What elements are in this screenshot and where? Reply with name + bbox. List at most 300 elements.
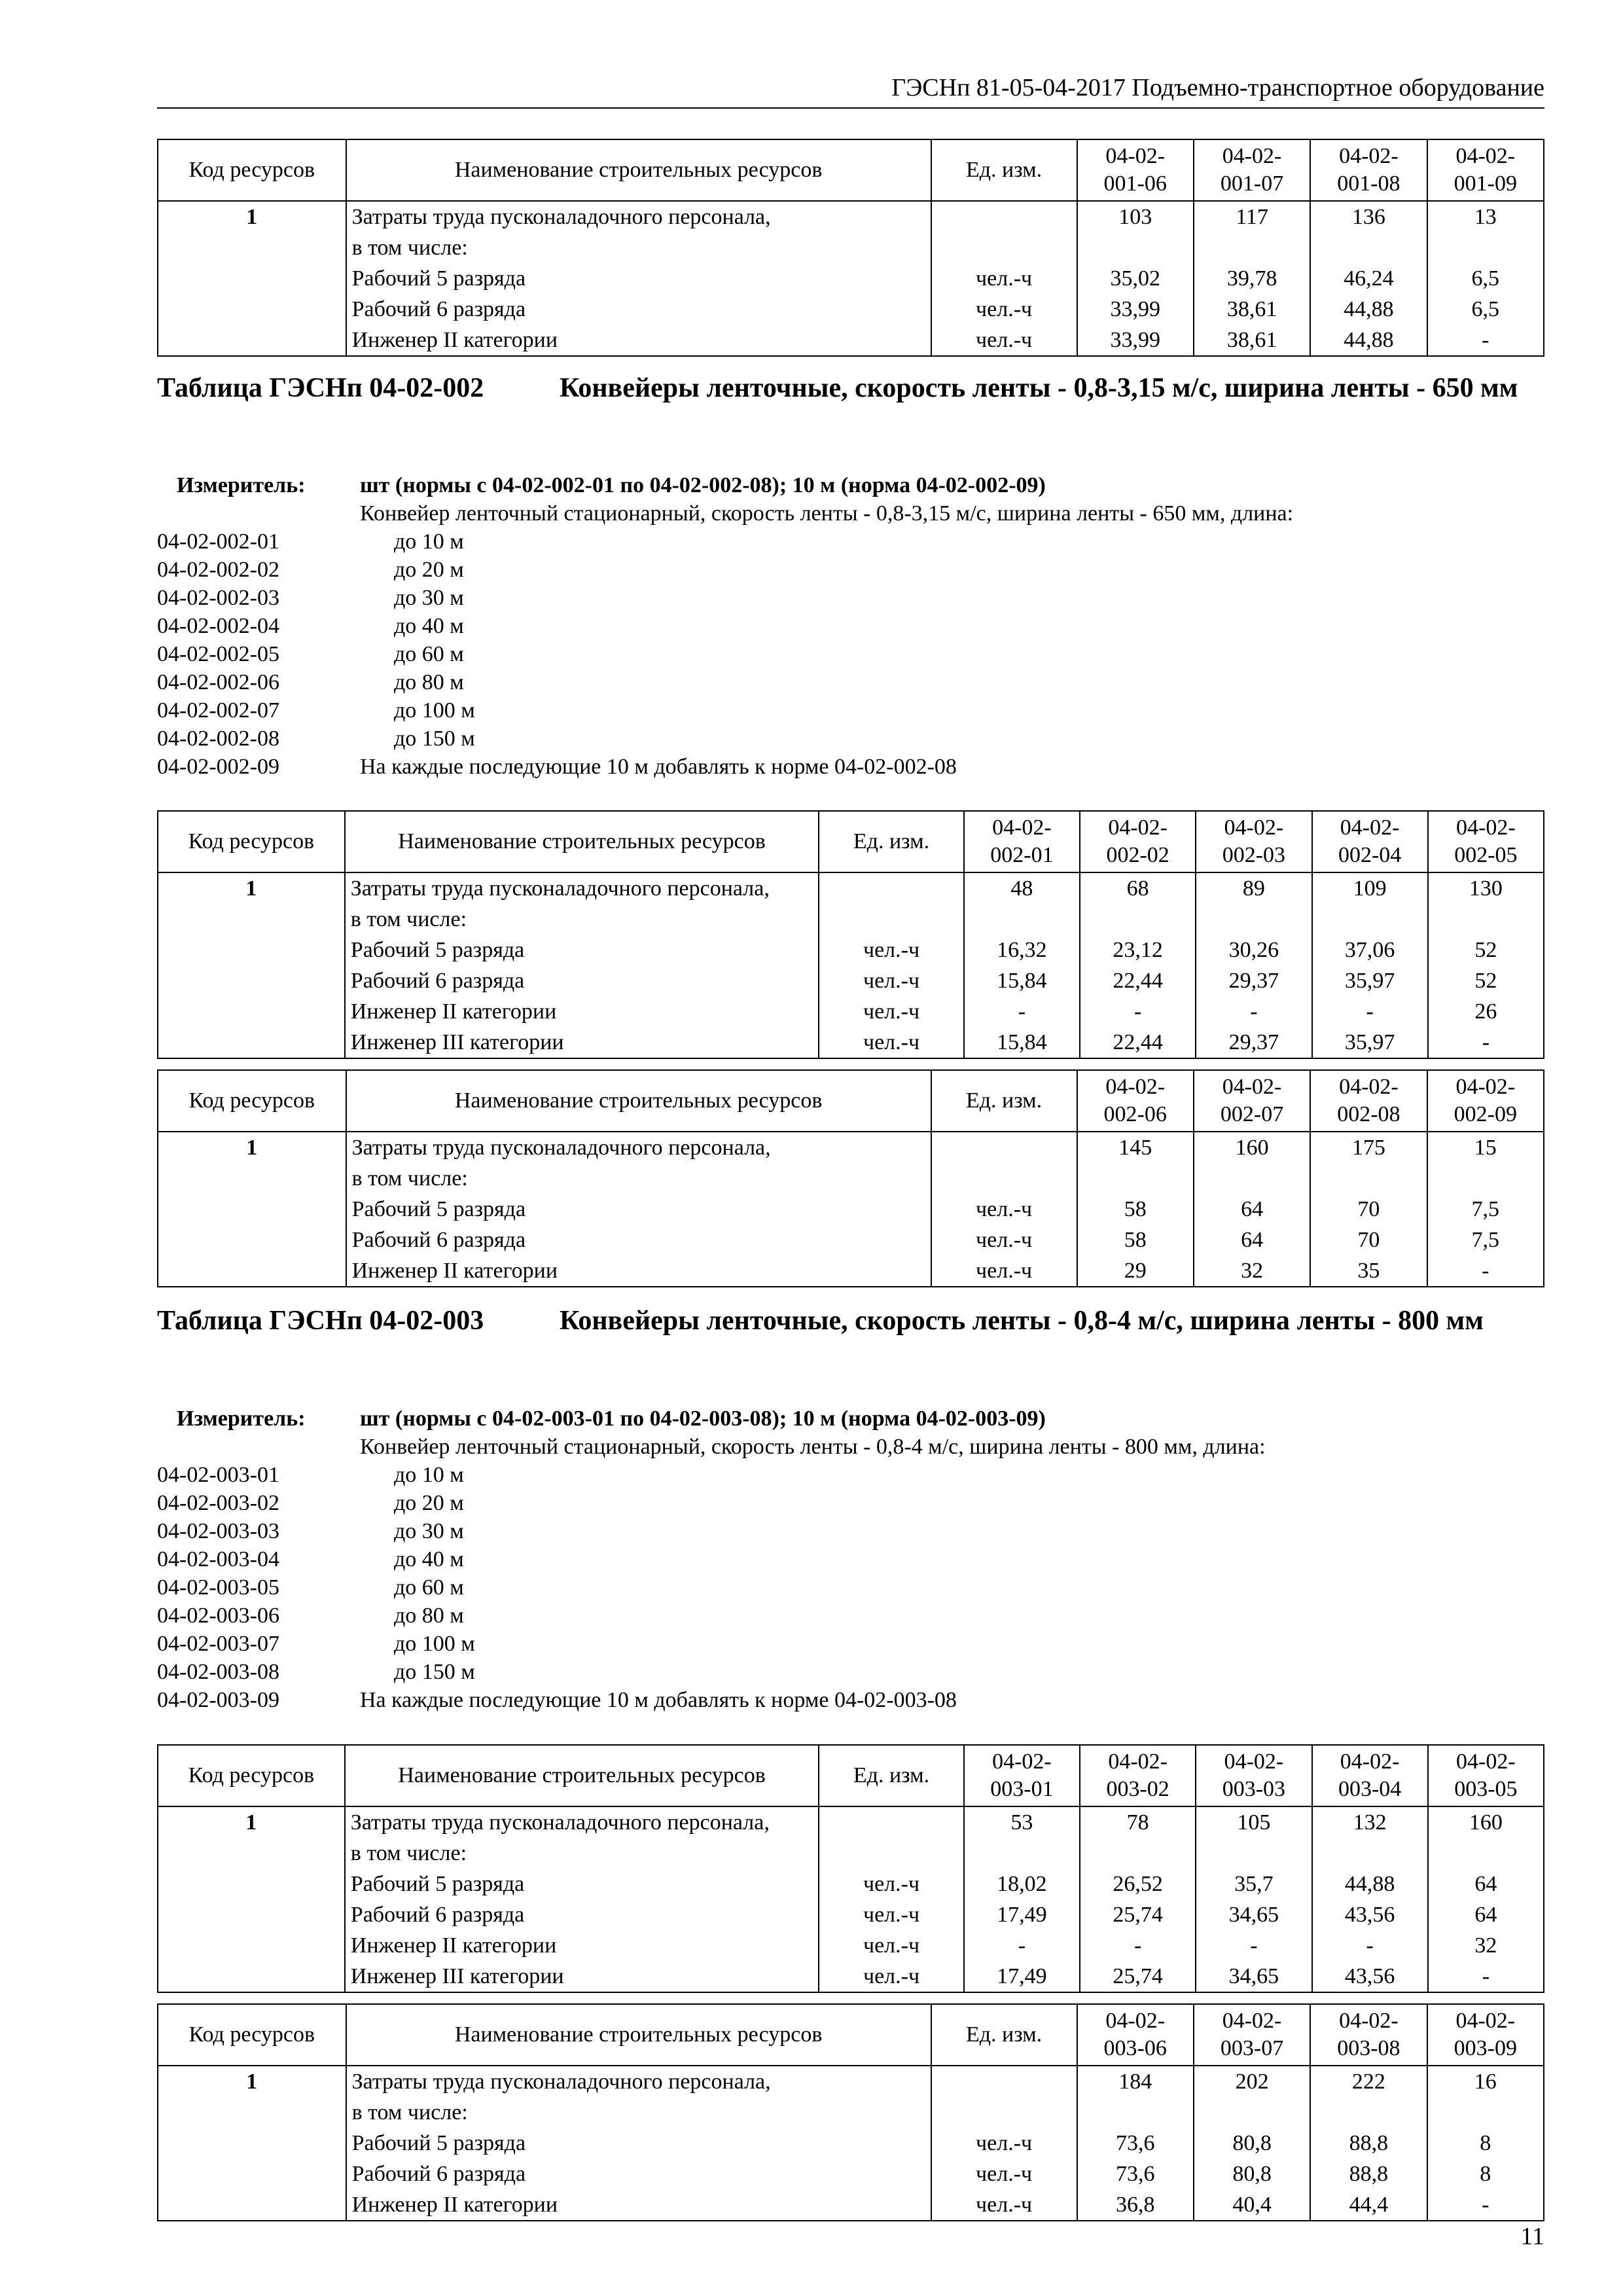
- norm-item: [157, 1630, 1544, 1658]
- column-header-name: Наименование строительных ресурсов: [346, 2004, 931, 2066]
- norm-code: 04-02-002-02: [157, 558, 279, 582]
- resource-value: 64: [1428, 1869, 1544, 1899]
- resource-code: [158, 904, 345, 935]
- resource-code: [158, 1930, 345, 1961]
- resource-name: в том числе:: [346, 2097, 931, 2128]
- resource-unit: [931, 1163, 1077, 1194]
- resource-value: 29,37: [1196, 965, 1311, 996]
- resource-value: [1196, 904, 1311, 935]
- column-header-unit: Ед. изм.: [931, 2004, 1077, 2066]
- measure-block: [157, 471, 1544, 781]
- resource-unit: чел.-ч: [819, 935, 964, 965]
- norm-item: [157, 612, 1544, 640]
- resource-value: [1310, 2097, 1427, 2128]
- resource-code: 1: [158, 1806, 345, 1838]
- resource-unit: [819, 872, 964, 904]
- norm-additional-text: На каждые последующие 10 м добавлять к норме 04-02-002-08: [360, 755, 957, 779]
- table-row: [158, 1132, 1544, 1163]
- section-label: Таблица ГЭСНп 04-02-003: [157, 1306, 484, 1336]
- measure-row: [157, 1405, 1544, 1433]
- resource-value: -: [1312, 996, 1428, 1027]
- column-header-norm: 04-02- 003-02: [1080, 1745, 1196, 1806]
- resource-value: 35,97: [1312, 1027, 1428, 1058]
- resource-value: 43,56: [1312, 1961, 1428, 1992]
- table-row: [158, 201, 1544, 232]
- resource-value: 38,61: [1194, 325, 1310, 356]
- resource-unit: чел.-ч: [931, 1194, 1077, 1225]
- column-header-norm: 04-02- 003-08: [1310, 2004, 1427, 2066]
- resource-code: [158, 2189, 346, 2221]
- resource-value: [1427, 1163, 1544, 1194]
- resource-value: [1427, 2097, 1544, 2128]
- resource-value: -: [1312, 1930, 1428, 1961]
- resource-value: 38,61: [1194, 294, 1310, 325]
- resource-value: 68: [1080, 872, 1196, 904]
- resource-name: в том числе:: [345, 904, 819, 935]
- resource-value: 136: [1310, 201, 1427, 232]
- norm-length: до 30 м: [394, 586, 464, 610]
- resource-code: [158, 996, 345, 1027]
- resource-value: 26,52: [1080, 1869, 1196, 1899]
- resource-value: 73,6: [1077, 2128, 1194, 2159]
- table-row: [158, 2128, 1544, 2159]
- resource-table: [157, 1744, 1544, 1993]
- resource-value: 52: [1428, 965, 1544, 996]
- resource-value: 46,24: [1310, 263, 1427, 294]
- column-header-norm: 04-02- 003-06: [1077, 2004, 1194, 2066]
- resource-table-grid: [157, 139, 1544, 357]
- resource-value: 80,8: [1194, 2159, 1310, 2189]
- resource-name: Рабочий 6 разряда: [346, 2159, 931, 2189]
- resource-value: 130: [1428, 872, 1544, 904]
- page-number: 11: [1520, 2223, 1544, 2250]
- norm-item-additional: [157, 1686, 1544, 1714]
- resource-code: [158, 1225, 346, 1255]
- resource-value: [1427, 232, 1544, 263]
- norm-code: 04-02-003-02: [157, 1491, 279, 1515]
- resource-value: [1428, 1838, 1544, 1869]
- resource-value: 40,4: [1194, 2189, 1310, 2221]
- resource-name: Инженер III категории: [345, 1027, 819, 1058]
- section-label: Таблица ГЭСНп 04-02-002: [157, 373, 484, 403]
- table-row: [158, 1225, 1544, 1255]
- resource-code: 1: [158, 2066, 346, 2097]
- norm-code: 04-02-002-07: [157, 698, 279, 723]
- resource-value: -: [964, 996, 1080, 1027]
- norm-item: [157, 1489, 1544, 1517]
- table-header-row: [158, 1745, 1544, 1806]
- column-header-norm: 04-02- 003-09: [1427, 2004, 1544, 2066]
- column-header-unit: Ед. изм.: [931, 139, 1077, 201]
- resource-value: 48: [964, 872, 1080, 904]
- resource-value: 29,37: [1196, 1027, 1311, 1058]
- resource-value: 23,12: [1080, 935, 1196, 965]
- norm-item: [157, 528, 1544, 556]
- resource-value: [1194, 1163, 1310, 1194]
- table-row: [158, 1838, 1544, 1869]
- resource-name: Затраты труда пусконаладочного персонала,: [346, 2066, 931, 2097]
- resource-code: [158, 325, 346, 356]
- measure-unit: шт (нормы с 04-02-003-01 по 04-02-003-08); 10 м (норма 04-02-003-09): [360, 1407, 1046, 1431]
- resource-code: [158, 965, 345, 996]
- resource-value: [1077, 232, 1194, 263]
- table-row: [158, 935, 1544, 965]
- resource-table-grid: [157, 2003, 1544, 2221]
- resource-value: [1077, 2097, 1194, 2128]
- resource-value: 73,6: [1077, 2159, 1194, 2189]
- resource-value: 175: [1310, 1132, 1427, 1163]
- resource-unit: [931, 232, 1077, 263]
- resource-value: 39,78: [1194, 263, 1310, 294]
- column-header-name: Наименование строительных ресурсов: [345, 811, 819, 872]
- resource-value: -: [964, 1930, 1080, 1961]
- resource-value: 105: [1196, 1806, 1311, 1838]
- resource-value: 13: [1427, 201, 1544, 232]
- resource-name: Рабочий 5 разряда: [345, 1869, 819, 1899]
- norm-item: [157, 696, 1544, 725]
- resource-code: 1: [158, 872, 345, 904]
- resource-value: 44,88: [1310, 325, 1427, 356]
- resource-value: 160: [1194, 1132, 1310, 1163]
- table-row: [158, 232, 1544, 263]
- resource-unit: [931, 2097, 1077, 2128]
- resource-unit: чел.-ч: [931, 263, 1077, 294]
- norm-code: 04-02-002-08: [157, 726, 279, 751]
- resource-unit: чел.-ч: [931, 1255, 1077, 1287]
- column-header-norm: 04-02- 003-01: [964, 1745, 1080, 1806]
- resource-name: Инженер II категории: [346, 2189, 931, 2221]
- resource-code: [158, 1869, 345, 1899]
- resource-table: [157, 139, 1544, 357]
- table-row: [158, 2097, 1544, 2128]
- resource-value: -: [1080, 996, 1196, 1027]
- table-row: [158, 996, 1544, 1027]
- resource-code: [158, 1899, 345, 1930]
- norm-code: 04-02-002-04: [157, 614, 279, 638]
- resource-name: Рабочий 6 разряда: [346, 1225, 931, 1255]
- resource-table-grid: [157, 1744, 1544, 1993]
- table-row: [158, 294, 1544, 325]
- resource-value: 70: [1310, 1225, 1427, 1255]
- norm-item: [157, 1461, 1544, 1489]
- norm-length: до 150 м: [394, 726, 475, 751]
- norm-item: [157, 640, 1544, 668]
- resource-code: [158, 2097, 346, 2128]
- resource-table-grid: [157, 810, 1544, 1059]
- resource-value: 43,56: [1312, 1899, 1428, 1930]
- column-header-norm: 04-02- 002-08: [1310, 1070, 1427, 1132]
- resource-unit: чел.-ч: [931, 2159, 1077, 2189]
- norm-code: 04-02-003-06: [157, 1604, 279, 1628]
- column-header-norm: 04-02- 002-05: [1428, 811, 1544, 872]
- measure-block: [157, 1405, 1544, 1714]
- norm-code: 04-02-002-05: [157, 642, 279, 666]
- resource-code: [158, 1961, 345, 1992]
- resource-value: 34,65: [1196, 1899, 1311, 1930]
- resource-name: Инженер II категории: [346, 325, 931, 356]
- resource-value: [1310, 232, 1427, 263]
- resource-name: Рабочий 6 разряда: [345, 1899, 819, 1930]
- resource-value: 58: [1077, 1194, 1194, 1225]
- column-header-norm: 04-02- 003-05: [1428, 1745, 1544, 1806]
- resource-value: -: [1427, 1255, 1544, 1287]
- resource-name: Затраты труда пусконаладочного персонала,: [346, 1132, 931, 1163]
- table-row: [158, 1899, 1544, 1930]
- resource-value: 160: [1428, 1806, 1544, 1838]
- resource-value: 25,74: [1080, 1899, 1196, 1930]
- resource-value: 6,5: [1427, 294, 1544, 325]
- resource-value: [1428, 904, 1544, 935]
- column-header-norm: 04-02- 003-04: [1312, 1745, 1428, 1806]
- table-row: [158, 1869, 1544, 1899]
- resource-code: [158, 1027, 345, 1058]
- resource-unit: [931, 1132, 1077, 1163]
- resource-value: 7,5: [1427, 1225, 1544, 1255]
- resource-value: -: [1196, 996, 1311, 1027]
- resource-code: [158, 263, 346, 294]
- table-header-row: [158, 811, 1544, 872]
- resource-unit: чел.-ч: [931, 294, 1077, 325]
- column-header-norm: 04-02- 002-03: [1196, 811, 1311, 872]
- norm-description: Конвейер ленточный стационарный, скорость ленты - 0,8-4 м/с, ширина ленты - 800 мм, длина:: [360, 1435, 1266, 1459]
- resource-value: -: [1428, 1961, 1544, 1992]
- resource-value: [1080, 1838, 1196, 1869]
- norm-code: 04-02-003-07: [157, 1632, 279, 1656]
- resource-unit: чел.-ч: [819, 1961, 964, 1992]
- resource-value: 22,44: [1080, 965, 1196, 996]
- norm-code: 04-02-003-08: [157, 1660, 279, 1684]
- norm-length: до 100 м: [394, 698, 475, 723]
- column-header-unit: Ед. изм.: [931, 1070, 1077, 1132]
- norm-code: 04-02-003-05: [157, 1575, 279, 1600]
- resource-code: [158, 232, 346, 263]
- resource-unit: [931, 201, 1077, 232]
- resource-value: -: [1427, 2189, 1544, 2221]
- norm-additional-text: На каждые последующие 10 м добавлять к норме 04-02-003-08: [360, 1688, 957, 1712]
- resource-value: 15: [1427, 1132, 1544, 1163]
- column-header-unit: Ед. изм.: [819, 811, 964, 872]
- column-header-name: Наименование строительных ресурсов: [345, 1745, 819, 1806]
- measure-row: [157, 471, 1544, 499]
- table-row: [158, 2159, 1544, 2189]
- resource-code: [158, 2128, 346, 2159]
- column-header-code: Код ресурсов: [158, 2004, 346, 2066]
- resource-value: 35,02: [1077, 263, 1194, 294]
- resource-value: 89: [1196, 872, 1311, 904]
- resource-name: Рабочий 5 разряда: [346, 1194, 931, 1225]
- resource-value: 15,84: [964, 965, 1080, 996]
- resource-code: [158, 935, 345, 965]
- norm-item: [157, 1545, 1544, 1573]
- resource-value: 64: [1194, 1225, 1310, 1255]
- column-header-norm: 04-02- 001-08: [1310, 139, 1427, 201]
- resource-value: [964, 904, 1080, 935]
- resource-value: 22,44: [1080, 1027, 1196, 1058]
- resource-value: 16,32: [964, 935, 1080, 965]
- resource-value: 33,99: [1077, 325, 1194, 356]
- table-row: [158, 872, 1544, 904]
- table-row: [158, 1163, 1544, 1194]
- resource-value: [1194, 2097, 1310, 2128]
- norm-item: [157, 725, 1544, 753]
- table-row: [158, 1194, 1544, 1225]
- resource-name: Рабочий 6 разряда: [345, 965, 819, 996]
- resource-table: [157, 2003, 1544, 2221]
- resource-name: в том числе:: [345, 1838, 819, 1869]
- description-row: [157, 499, 1544, 528]
- resource-code: 1: [158, 1132, 346, 1163]
- resource-value: 44,88: [1312, 1869, 1428, 1899]
- resource-unit: чел.-ч: [819, 996, 964, 1027]
- resource-name: Рабочий 6 разряда: [346, 294, 931, 325]
- norm-code: 04-02-003-09: [157, 1688, 279, 1712]
- resource-unit: [819, 904, 964, 935]
- resource-value: 145: [1077, 1132, 1194, 1163]
- resource-value: 78: [1080, 1806, 1196, 1838]
- column-header-name: Наименование строительных ресурсов: [346, 1070, 931, 1132]
- resource-code: [158, 1838, 345, 1869]
- column-header-norm: 04-02- 002-01: [964, 811, 1080, 872]
- resource-value: 37,06: [1312, 935, 1428, 965]
- resource-value: 36,8: [1077, 2189, 1194, 2221]
- resource-value: 184: [1077, 2066, 1194, 2097]
- table-row: [158, 965, 1544, 996]
- resource-value: [1312, 1838, 1428, 1869]
- resource-value: [964, 1838, 1080, 1869]
- norm-code: 04-02-003-04: [157, 1547, 279, 1571]
- resource-table-grid: [157, 1069, 1544, 1287]
- resource-value: 8: [1427, 2159, 1544, 2189]
- resource-name: Инженер II категории: [345, 996, 819, 1027]
- resource-value: 80,8: [1194, 2128, 1310, 2159]
- norm-description: Конвейер ленточный стационарный, скорость ленты - 0,8-3,15 м/с, ширина ленты - 650 мм, длина:: [360, 501, 1294, 526]
- norm-length: до 100 м: [394, 1632, 475, 1656]
- resource-value: 35,97: [1312, 965, 1428, 996]
- norm-length: до 80 м: [394, 1604, 464, 1628]
- resource-value: -: [1427, 325, 1544, 356]
- resource-value: 17,49: [964, 1899, 1080, 1930]
- resource-value: 34,65: [1196, 1961, 1311, 1992]
- resource-value: 109: [1312, 872, 1428, 904]
- resource-unit: чел.-ч: [819, 1027, 964, 1058]
- resource-value: 64: [1428, 1899, 1544, 1930]
- resource-unit: чел.-ч: [819, 1930, 964, 1961]
- norm-length: до 60 м: [394, 1575, 464, 1600]
- resource-unit: чел.-ч: [931, 1225, 1077, 1255]
- table-row: [158, 1027, 1544, 1058]
- resource-unit: [819, 1806, 964, 1838]
- resource-value: [1312, 904, 1428, 935]
- norm-item: [157, 556, 1544, 584]
- norm-item: [157, 1658, 1544, 1686]
- table-header-row: [158, 139, 1544, 201]
- resource-value: 32: [1428, 1930, 1544, 1961]
- resource-table: [157, 1069, 1544, 1287]
- table-row: [158, 1806, 1544, 1838]
- measure-label: Измеритель:: [177, 473, 306, 497]
- resource-code: [158, 1255, 346, 1287]
- column-header-norm: 04-02- 002-07: [1194, 1070, 1310, 1132]
- resource-unit: чел.-ч: [931, 325, 1077, 356]
- resource-table: [157, 810, 1544, 1059]
- resource-value: 7,5: [1427, 1194, 1544, 1225]
- table-row: [158, 904, 1544, 935]
- norm-code: 04-02-002-06: [157, 670, 279, 694]
- resource-value: 26: [1428, 996, 1544, 1027]
- resource-name: Инженер II категории: [346, 1255, 931, 1287]
- resource-value: 117: [1194, 201, 1310, 232]
- resource-value: [1080, 904, 1196, 935]
- resource-value: -: [1196, 1930, 1311, 1961]
- column-header-code: Код ресурсов: [158, 139, 346, 201]
- norm-length: до 20 м: [394, 558, 464, 582]
- table-row: [158, 2189, 1544, 2221]
- table-row: [158, 1255, 1544, 1287]
- resource-name: в том числе:: [346, 232, 931, 263]
- norm-item: [157, 1602, 1544, 1630]
- resource-value: 18,02: [964, 1869, 1080, 1899]
- resource-unit: чел.-ч: [819, 1869, 964, 1899]
- resource-value: 6,5: [1427, 263, 1544, 294]
- norm-length: до 150 м: [394, 1660, 475, 1684]
- column-header-norm: 04-02- 002-09: [1427, 1070, 1544, 1132]
- table-row: [158, 2066, 1544, 2097]
- resource-code: [158, 294, 346, 325]
- column-header-norm: 04-02- 002-06: [1077, 1070, 1194, 1132]
- resource-name: Рабочий 5 разряда: [346, 263, 931, 294]
- column-header-norm: 04-02- 003-03: [1196, 1745, 1311, 1806]
- resource-value: 33,99: [1077, 294, 1194, 325]
- resource-name: Инженер III категории: [345, 1961, 819, 1992]
- resource-unit: чел.-ч: [819, 965, 964, 996]
- resource-value: 52: [1428, 935, 1544, 965]
- description-row: [157, 1433, 1544, 1461]
- resource-code: [158, 1163, 346, 1194]
- norm-code: 04-02-002-03: [157, 586, 279, 610]
- resource-value: 8: [1427, 2128, 1544, 2159]
- resource-value: 44,4: [1310, 2189, 1427, 2221]
- resource-name: Затраты труда пусконаладочного персонала,: [345, 872, 819, 904]
- resource-value: 32: [1194, 1255, 1310, 1287]
- table-header-row: [158, 1070, 1544, 1132]
- section-title: Конвейеры ленточные, скорость ленты - 0,8-3,15 м/с, ширина ленты - 650 мм: [560, 373, 1518, 403]
- resource-value: [1310, 1163, 1427, 1194]
- resource-unit: чел.-ч: [819, 1899, 964, 1930]
- norm-length: до 10 м: [394, 1463, 464, 1487]
- resource-value: 70: [1310, 1194, 1427, 1225]
- resource-unit: [931, 2066, 1077, 2097]
- norm-length: до 10 м: [394, 529, 464, 554]
- column-header-norm: 04-02- 001-07: [1194, 139, 1310, 201]
- norm-length: до 80 м: [394, 670, 464, 694]
- table-row: [158, 1930, 1544, 1961]
- resource-value: 64: [1194, 1194, 1310, 1225]
- table-row: [158, 1961, 1544, 1992]
- norm-code: 04-02-002-01: [157, 529, 279, 554]
- resource-value: [1194, 232, 1310, 263]
- norm-item: [157, 1517, 1544, 1545]
- resource-code: [158, 1194, 346, 1225]
- column-header-norm: 04-02- 001-06: [1077, 139, 1194, 201]
- norm-length: до 40 м: [394, 614, 464, 638]
- resource-value: 88,8: [1310, 2159, 1427, 2189]
- norm-item-additional: [157, 753, 1544, 781]
- resource-value: 35,7: [1196, 1869, 1311, 1899]
- resource-value: 103: [1077, 201, 1194, 232]
- resource-value: [1196, 1838, 1311, 1869]
- resource-value: 202: [1194, 2066, 1310, 2097]
- resource-value: 29: [1077, 1255, 1194, 1287]
